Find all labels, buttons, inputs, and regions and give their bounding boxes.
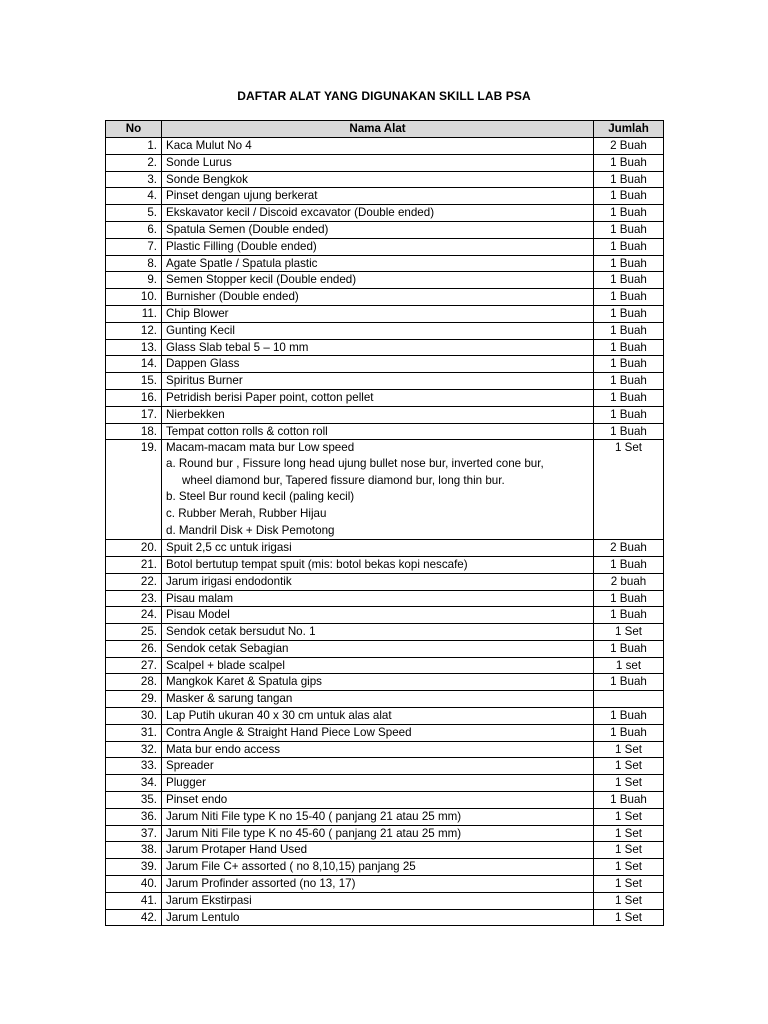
equipment-table (105, 120, 664, 926)
table-row (106, 590, 664, 607)
item-quantity: 1 Buah (594, 356, 664, 373)
table-row (106, 758, 664, 775)
item-name-cell (162, 624, 594, 641)
table-row (106, 892, 664, 909)
table-row (106, 540, 664, 557)
item-quantity: 1 Buah (594, 640, 664, 657)
item-name: Agate Spatle / Spatula plastic (166, 256, 318, 270)
item-quantity: 1 Buah (594, 305, 664, 322)
item-quantity: 1 Set (594, 624, 664, 641)
row-number: 4. (106, 188, 162, 205)
table-row (106, 205, 664, 222)
item-name: Spiritus Burner (166, 374, 243, 388)
item-quantity: 1 Set (594, 842, 664, 859)
item-name: Jarum Niti File type K no 45-60 ( panjang 21 atau 25 mm) (166, 826, 462, 840)
item-name: Pinset endo (166, 793, 228, 807)
item-name-cell (162, 154, 594, 171)
item-name: Jarum Niti File type K no 15-40 ( panjang 21 atau 25 mm) (166, 809, 462, 823)
row-number: 20. (106, 540, 162, 557)
row-number: 7. (106, 238, 162, 255)
table-row (106, 373, 664, 390)
table-row (106, 221, 664, 238)
item-quantity: 1 Set (594, 825, 664, 842)
sub-item: d. Mandril Disk + Disk Pemotong (166, 523, 335, 537)
item-quantity: 1 Buah (594, 255, 664, 272)
item-name-cell (162, 305, 594, 322)
item-quantity: 1 Buah (594, 792, 664, 809)
row-number: 9. (106, 272, 162, 289)
table-row (106, 171, 664, 188)
item-name: Lap Putih ukuran 40 x 30 cm untuk alas alat (166, 709, 392, 723)
table-row (106, 842, 664, 859)
item-quantity: 2 Buah (594, 138, 664, 155)
item-name: Nierbekken (166, 407, 225, 421)
table-row (106, 674, 664, 691)
item-quantity: 1 Buah (594, 708, 664, 725)
row-number: 23. (106, 590, 162, 607)
table-row (106, 876, 664, 893)
item-quantity: 1 Set (594, 440, 664, 540)
table-row (106, 138, 664, 155)
item-name-cell (162, 138, 594, 155)
item-name: Spreader (166, 759, 214, 773)
item-name: Spuit 2,5 cc untuk irigasi (166, 541, 292, 555)
item-name-cell (162, 657, 594, 674)
row-number: 8. (106, 255, 162, 272)
item-name-cell (162, 423, 594, 440)
item-name: Plastic Filling (Double ended) (166, 239, 317, 253)
row-number: 41. (106, 892, 162, 909)
item-name-cell (162, 708, 594, 725)
item-quantity: 1 Set (594, 892, 664, 909)
item-name-cell (162, 205, 594, 222)
row-number: 25. (106, 624, 162, 641)
item-quantity: 1 Buah (594, 322, 664, 339)
row-number: 1. (106, 138, 162, 155)
row-number: 21. (106, 556, 162, 573)
item-name-cell (162, 171, 594, 188)
item-name-cell (162, 322, 594, 339)
table-row (106, 573, 664, 590)
row-number: 37. (106, 825, 162, 842)
row-number: 6. (106, 221, 162, 238)
item-quantity: 1 Buah (594, 171, 664, 188)
item-quantity: 2 Buah (594, 540, 664, 557)
item-quantity: 1 Buah (594, 406, 664, 423)
row-number: 17. (106, 406, 162, 423)
row-number: 31. (106, 724, 162, 741)
item-name: Plugger (166, 776, 206, 790)
item-name-cell (162, 859, 594, 876)
item-name-cell (162, 691, 594, 708)
sub-item: wheel diamond bur, Tapered fissure diamond bur, long thin bur. (182, 473, 505, 487)
item-name: Ekskavator kecil / Discoid excavator (Double ended) (166, 206, 435, 220)
item-name: Contra Angle & Straight Hand Piece Low Speed (166, 725, 412, 739)
row-number: 18. (106, 423, 162, 440)
sub-item: a. Round bur , Fissure long head ujung bullet nose bur, inverted cone bur, (166, 457, 544, 471)
item-quantity: 1 set (594, 657, 664, 674)
table-row (106, 272, 664, 289)
table-row (106, 238, 664, 255)
table-row (106, 322, 664, 339)
row-number: 30. (106, 708, 162, 725)
document-title: DAFTAR ALAT YANG DIGUNAKAN SKILL LAB PSA (237, 89, 531, 103)
item-quantity: 1 Buah (594, 272, 664, 289)
row-number: 15. (106, 373, 162, 390)
table-row (106, 339, 664, 356)
table-row (106, 389, 664, 406)
item-name-cell (162, 842, 594, 859)
item-name-cell (162, 909, 594, 926)
item-quantity: 1 Buah (594, 221, 664, 238)
item-name-cell (162, 724, 594, 741)
item-name-cell (162, 607, 594, 624)
item-name: Macam-macam mata bur Low speed (166, 441, 355, 455)
table-row (106, 556, 664, 573)
table-row (106, 691, 664, 708)
item-name-cell (162, 255, 594, 272)
item-name-cell (162, 339, 594, 356)
table-row (106, 624, 664, 641)
row-number: 42. (106, 909, 162, 926)
item-quantity: 1 Buah (594, 154, 664, 171)
row-number: 39. (106, 859, 162, 876)
row-number: 33. (106, 758, 162, 775)
item-quantity: 1 Buah (594, 556, 664, 573)
row-number: 19. (106, 440, 162, 540)
item-name: Sendok cetak Sebagian (166, 641, 289, 655)
item-quantity: 1 Buah (594, 238, 664, 255)
item-quantity: 1 Set (594, 741, 664, 758)
table-row (106, 775, 664, 792)
item-name: Pisau Model (166, 608, 230, 622)
item-name: Mata bur endo access (166, 742, 281, 756)
item-quantity: 1 Buah (594, 389, 664, 406)
row-number: 10. (106, 289, 162, 306)
row-number: 27. (106, 657, 162, 674)
row-number: 36. (106, 808, 162, 825)
item-name-cell (162, 440, 594, 540)
item-name: Petridish berisi Paper point, cotton pellet (166, 390, 374, 404)
item-name-cell (162, 758, 594, 775)
row-number: 16. (106, 389, 162, 406)
item-quantity: 1 Buah (594, 607, 664, 624)
item-quantity: 2 buah (594, 573, 664, 590)
item-name: Gunting Kecil (166, 323, 235, 337)
table-body (106, 138, 664, 926)
item-name-cell (162, 573, 594, 590)
table-row (106, 255, 664, 272)
table-row (106, 859, 664, 876)
table-row (106, 724, 664, 741)
item-name-cell (162, 188, 594, 205)
item-quantity: 1 Buah (594, 724, 664, 741)
table-row (106, 607, 664, 624)
item-name-cell (162, 775, 594, 792)
item-quantity: 1 Buah (594, 590, 664, 607)
table-row (106, 406, 664, 423)
sub-item: b. Steel Bur round kecil (paling kecil) (166, 490, 355, 504)
row-number: 24. (106, 607, 162, 624)
table-row (106, 741, 664, 758)
item-name: Jarum irigasi endodontik (166, 574, 292, 588)
item-name-cell (162, 373, 594, 390)
table-row (106, 640, 664, 657)
item-name-cell (162, 808, 594, 825)
item-quantity: 1 Set (594, 859, 664, 876)
item-quantity: 1 Set (594, 876, 664, 893)
table-row (106, 708, 664, 725)
item-name-cell (162, 640, 594, 657)
row-number: 35. (106, 792, 162, 809)
item-name: Sonde Bengkok (166, 172, 248, 186)
row-number: 32. (106, 741, 162, 758)
item-quantity: 1 Buah (594, 423, 664, 440)
item-quantity: 1 Set (594, 909, 664, 926)
item-name-cell (162, 892, 594, 909)
item-name-cell (162, 825, 594, 842)
item-quantity: 1 Set (594, 775, 664, 792)
table-row (106, 289, 664, 306)
item-name-cell (162, 272, 594, 289)
item-name-cell (162, 238, 594, 255)
item-name: Mangkok Karet & Spatula gips (166, 675, 322, 689)
item-name-cell (162, 540, 594, 557)
item-name: Masker & sarung tangan (166, 692, 293, 706)
row-number: 26. (106, 640, 162, 657)
item-name-cell (162, 556, 594, 573)
row-number: 14. (106, 356, 162, 373)
table-row (106, 792, 664, 809)
row-number: 11. (106, 305, 162, 322)
header-row (106, 121, 664, 138)
row-number: 2. (106, 154, 162, 171)
table-row (106, 440, 664, 540)
item-name-cell (162, 389, 594, 406)
item-quantity: 1 Buah (594, 373, 664, 390)
item-name: Botol bertutup tempat spuit (mis: botol bekas kopi nescafe) (166, 557, 468, 571)
item-name-cell (162, 674, 594, 691)
row-number: 28. (106, 674, 162, 691)
row-number: 3. (106, 171, 162, 188)
row-number: 29. (106, 691, 162, 708)
item-name: Sonde Lurus (166, 155, 232, 169)
item-quantity: 1 Buah (594, 188, 664, 205)
table-row (106, 808, 664, 825)
item-quantity: 1 Buah (594, 289, 664, 306)
item-name: Jarum Profinder assorted (no 13, 17) (166, 877, 356, 891)
item-name: Dappen Glass (166, 357, 240, 371)
item-quantity: 1 Buah (594, 339, 664, 356)
row-number: 5. (106, 205, 162, 222)
item-name: Semen Stopper kecil (Double ended) (166, 273, 357, 287)
table-header (106, 121, 664, 138)
item-name: Spatula Semen (Double ended) (166, 222, 329, 236)
header-nama-alat: Nama Alat (162, 121, 594, 138)
item-name: Jarum File C+ assorted ( no 8,10,15) panjang 25 (166, 860, 416, 874)
table-row (106, 825, 664, 842)
table-row (106, 154, 664, 171)
item-name-cell (162, 590, 594, 607)
table-row (106, 909, 664, 926)
table-row (106, 305, 664, 322)
item-quantity: 1 Set (594, 808, 664, 825)
item-name-cell (162, 356, 594, 373)
row-number: 38. (106, 842, 162, 859)
header-jumlah: Jumlah (594, 121, 664, 138)
item-name: Tempat cotton rolls & cotton roll (166, 424, 328, 438)
table-row (106, 657, 664, 674)
item-name-cell (162, 289, 594, 306)
table-row (106, 188, 664, 205)
row-number: 12. (106, 322, 162, 339)
item-name: Pinset dengan ujung berkerat (166, 189, 318, 203)
row-number: 13. (106, 339, 162, 356)
item-name-cell (162, 741, 594, 758)
table-row (106, 356, 664, 373)
item-quantity: 1 Buah (594, 205, 664, 222)
item-quantity (594, 691, 664, 708)
item-name: Jarum Lentulo (166, 910, 240, 924)
item-name: Scalpel + blade scalpel (166, 658, 285, 672)
item-name-cell (162, 406, 594, 423)
item-name: Pisau malam (166, 591, 234, 605)
table-row (106, 423, 664, 440)
item-name-cell (162, 792, 594, 809)
row-number: 34. (106, 775, 162, 792)
item-quantity: 1 Set (594, 758, 664, 775)
item-name: Kaca Mulut No 4 (166, 139, 252, 152)
item-name: Chip Blower (166, 306, 229, 320)
row-number: 40. (106, 876, 162, 893)
item-name-cell (162, 221, 594, 238)
item-name: Jarum Protaper Hand Used (166, 843, 308, 857)
header-no: No (106, 121, 162, 138)
row-number: 22. (106, 573, 162, 590)
item-name: Jarum Ekstirpasi (166, 893, 252, 907)
sub-item: c. Rubber Merah, Rubber Hijau (166, 506, 327, 520)
item-name: Burnisher (Double ended) (166, 290, 299, 304)
item-name: Glass Slab tebal 5 – 10 mm (166, 340, 309, 354)
item-name: Sendok cetak bersudut No. 1 (166, 625, 316, 639)
item-quantity: 1 Buah (594, 674, 664, 691)
item-name-cell (162, 876, 594, 893)
